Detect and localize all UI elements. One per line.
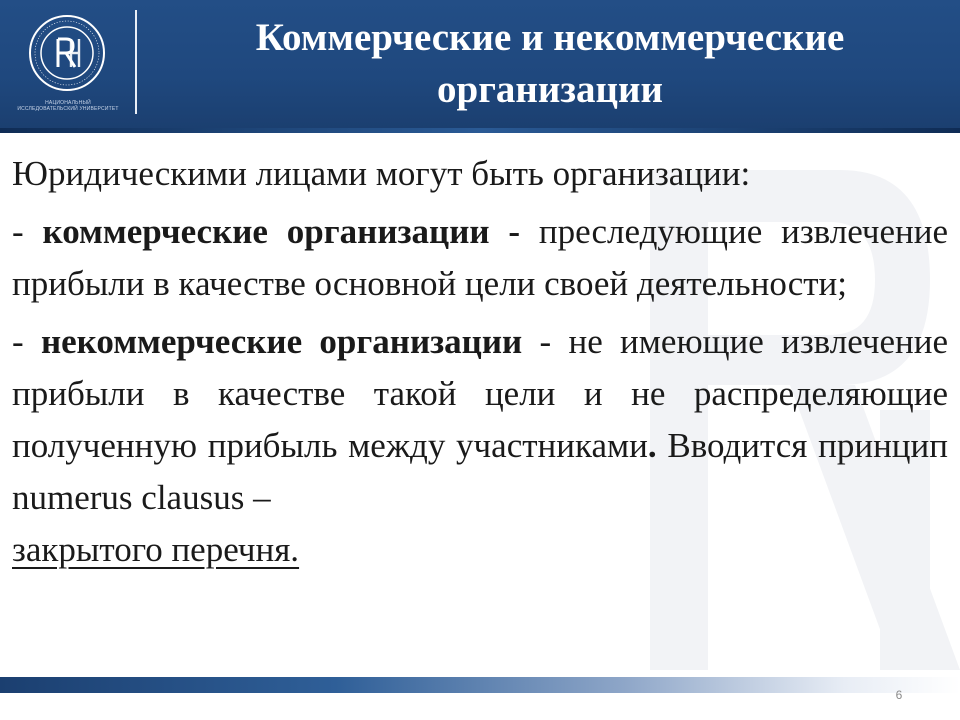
university-logo-icon (28, 14, 106, 92)
bold-period: . (647, 426, 657, 465)
closed-list-text: закрытого перечня. (12, 530, 300, 569)
header-divider (135, 10, 137, 114)
term-noncommercial: некоммерческие организации (40, 322, 523, 361)
numerus-clausus-text: Вводится принцип numerus clausus – (12, 426, 949, 517)
footer-bar (0, 677, 960, 693)
title-line-1: Коммерческие и некоммерческие (255, 16, 845, 59)
term-commercial: коммерческие организации - (42, 212, 521, 251)
slide-title (150, 12, 950, 116)
item-dash: - (12, 322, 41, 361)
intro-text: Юридическими лицами могут быть организации: (12, 154, 751, 193)
definition-noncommercial: - не имеющие извлечение прибыли в качестве такой цели и не распределяющие полученную прибыль между участниками (12, 322, 948, 465)
item-dash: - (12, 212, 43, 251)
list-item-commercial (12, 206, 948, 310)
header-rule (0, 128, 960, 133)
slide-header (0, 0, 960, 128)
page-number: 6 (895, 688, 903, 702)
list-item-noncommercial (12, 316, 948, 576)
definition-commercial: преследующие извлечение прибыли в качестве основной цели своей деятельности; (12, 212, 948, 303)
logo-caption: НАЦИОНАЛЬНЫЙ ИССЛЕДОВАТЕЛЬСКИЙ УНИВЕРСИТЕТ (17, 100, 119, 112)
slide-body (12, 148, 948, 582)
title-line-2: организации (437, 68, 663, 111)
